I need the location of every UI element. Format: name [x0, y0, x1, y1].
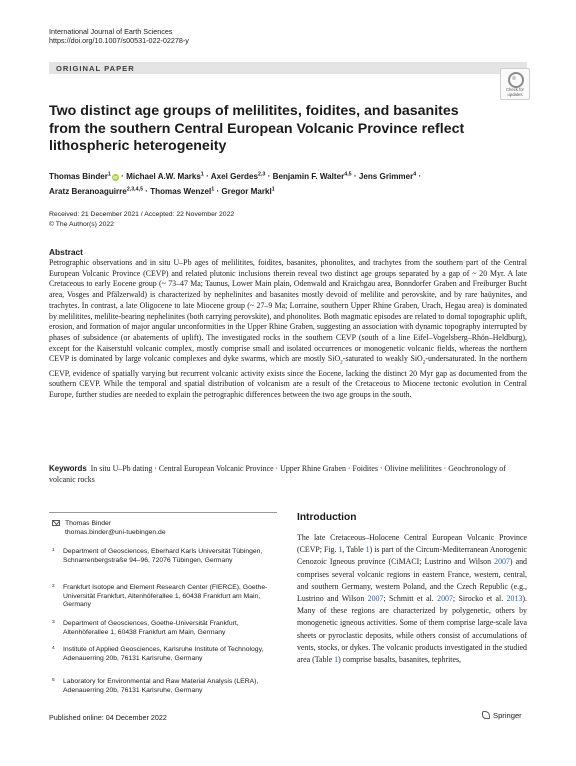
intro-text-part: ) and comprises several volcanic regions in eastern France, western, central, and southern Germany, western Poland, and the Czech Republic (e.g., Lustrino and Wilson	[297, 557, 527, 604]
affiliation-number: 5	[52, 678, 55, 683]
introduction-text	[297, 532, 527, 666]
intro-text-part: The late Cretaceous–Holocene Central European Volcanic Province (CEVP; Fig.	[297, 533, 527, 555]
author-affiliation-ref: 4	[413, 171, 417, 177]
envelope-icon	[52, 520, 60, 526]
affiliation-text: Department of Geosciences, Eberhard Karls Universität Tübingen, Schnarrenbergstraße 94–96, 72076 Tübingen, Germany	[63, 548, 263, 564]
affiliation-text: Frankfurt Isotope and Element Research Center (FIERCE), Goethe-Universität Frankfurt, Altenhöferallee 1, 60438 Frankfurt am Main, Germany	[63, 584, 268, 609]
affiliation-text: Department of Geosciences, Goethe-Universität Frankfurt, Altenhöferallee 1, 60438 Frankfurt am Main, Germany	[63, 620, 239, 636]
doi-link[interactable]: https://doi.org/10.1007/s00531-022-02278-y	[49, 36, 189, 45]
journal-name: International Journal of Earth Sciences	[49, 27, 173, 36]
affiliation	[52, 584, 280, 610]
journal-info	[49, 27, 189, 45]
author-name: Jens Grimmer	[358, 171, 414, 181]
keywords-section	[49, 463, 527, 485]
author-name: Aratz Beranoaguirre	[49, 186, 127, 196]
keywords-text: In situ U–Pb dating · Central European Volcanic Province · Upper Rhine Graben · Foidites · Olivine melilitites · Geochronology of volcanic rocks	[49, 464, 506, 484]
author-name: Thomas Wenzel	[150, 186, 212, 196]
table-link[interactable]: 1	[365, 545, 370, 555]
author-name: Benjamin F. Walter	[272, 171, 345, 181]
figure-link[interactable]: 1	[338, 545, 343, 555]
author[interactable]	[49, 172, 119, 181]
abstract-part: -saturated to weakly SiO	[342, 354, 423, 364]
article-title: Two distinct age groups of melilitites, foidites, and basanites from the southern Central European Volcanic Province reflect lithospheric heterogeneity	[49, 103, 465, 155]
affiliation-number: 1	[52, 548, 55, 553]
author-affiliation-ref: 4,5	[344, 171, 352, 177]
intro-text-part: ) is part of the Circum-Mediterranean Anorogenic Cenozoic Igneous province (CiMACI; Lustrino and Wilson	[297, 545, 527, 567]
author-name: Thomas Binder	[49, 171, 108, 181]
intro-text-part: ; Sirocko et al.	[452, 594, 507, 604]
author-name: Axel Gerdes	[210, 171, 259, 181]
intro-text-part: , Table	[342, 545, 366, 555]
footnote-divider	[49, 512, 277, 513]
intro-text-part: ) comprise basalts, basanites, tephrites,	[338, 655, 462, 665]
author-affiliation-ref: 2,3,4,5	[126, 186, 144, 193]
abstract-heading: Abstract	[49, 247, 83, 257]
contact-email[interactable]: thomas.binder@uni-tuebingen.de	[65, 528, 166, 536]
check-for-updates-button[interactable]	[500, 68, 530, 100]
subscript: 2	[340, 359, 343, 366]
author-name: Gregor Markl	[221, 186, 272, 196]
author-affiliation-ref: 1	[271, 186, 275, 193]
introduction-heading: Introduction	[297, 512, 357, 523]
author-affiliation-ref: 1	[211, 186, 215, 193]
author-list: Thomas Binder$^1$iD · Michael A.W. Marks$^1$ · Axel Gerdes$^{2,3}$ · Benjamin F. Walter$^{4,5}$ · Jens Grimmer$^4$ · Aratz Beranoaguirre$^{2,3,4,5}$ · Thomas Wenzel$^1$ · Gregor Markl$^1$	[49, 171, 422, 196]
author[interactable]	[150, 187, 214, 196]
orcid-icon[interactable]: iD	[113, 174, 118, 180]
citation-link[interactable]: 2007	[367, 594, 384, 604]
author-affiliation-ref: 1	[107, 171, 111, 177]
affiliation-number: 4	[52, 646, 55, 651]
author[interactable]	[126, 172, 204, 181]
table-link[interactable]: 1	[334, 655, 339, 665]
publisher-logo	[482, 711, 522, 720]
received-accepted-dates: Received: 21 December 2021 / Accepted: 22 November 2022	[49, 211, 235, 218]
author[interactable]	[49, 187, 143, 196]
author[interactable]	[359, 172, 416, 181]
abstract-text	[49, 258, 527, 401]
intro-text-part: ; Schmitt et al.	[383, 594, 438, 604]
copyright-notice: © The Author(s) 2022	[49, 220, 114, 228]
check-updates-line2: updates	[507, 91, 523, 97]
author-affiliation-ref: 2,3	[258, 171, 266, 177]
affiliation-number: 3	[52, 620, 55, 625]
article-type: ORIGINAL PAPER	[56, 64, 135, 73]
crossmark-icon	[508, 72, 524, 88]
abstract-part: -undersaturated. In the northern CEVP, evidence of spatially varying but recurrent volcanic activity exists since the Eocene, lacking the distinct 20 Myr gap as documented from the southern CEVP. While the temporal and spatial distribution of volcanism are a result of the Cretaceous to Miocene tectonic evolution in Central Europe, further studies are needed to explain the petrographic differences between the two age groups in the south.	[49, 354, 527, 400]
crossmark-icon-center	[512, 76, 516, 80]
author[interactable]	[211, 172, 266, 181]
citation-link[interactable]: 2013	[506, 594, 523, 604]
corresponding-author	[52, 520, 280, 537]
affiliation-text: Institute of Applied Geosciences, Karlsruhe Institute of Technology, Adenauerring 20b, 76131 Karlsruhe, Germany	[63, 646, 264, 662]
publisher-name: Springer	[493, 711, 522, 720]
check-updates-line1: Check for	[506, 87, 524, 92]
author-affiliation-ref: 1	[200, 171, 204, 177]
citation-link[interactable]: 2007	[437, 594, 453, 604]
affiliation-number: 2	[52, 584, 55, 589]
published-date: Published online: 04 December 2022	[49, 713, 167, 722]
citation-link[interactable]: 2007	[494, 557, 510, 567]
keywords-label: Keywords	[49, 464, 87, 473]
subscript: 2	[422, 359, 426, 366]
author-name: Michael A.W. Marks	[126, 171, 201, 181]
affiliation	[52, 646, 280, 663]
author[interactable]	[221, 187, 274, 196]
author[interactable]	[273, 172, 352, 181]
article-dates	[49, 210, 234, 229]
affiliation-text: Laboratory for Environmental and Raw Material Analysis (LERA), Adenauerring 20b, 76131 Karlsruhe, Germany	[63, 678, 259, 694]
intro-text-part: ). Many of these regions are characterized by polygenetic, others by monogenetic igneous activities. Some of them comprise large-scale lava sheets or pyroclastic deposits, while others consist of accumulations of vents, stocks, or dykes. The volcanic products investigated in the studied area (Table	[297, 594, 527, 665]
affiliation	[52, 620, 280, 637]
affiliation	[52, 678, 280, 695]
abstract-part: Petrographic observations and in situ U–Pb ages of melilitites, foidites, basanites, phonolites, and trachytes from the southern part of the Central European Volcanic Province (CEVP) and related plutonic inclusions therein reveal two distinct age groups separated by a gap of ~ 20 Myr. A late Cretaceous to early Eocene group (~ 73–47 Ma; Taunus, Lower Main plain, Odenwald and Kraichgau area, Bonndorfer Graben and Freiburger Bucht area, Vosges and Pfälzerwald) is characterized by nephelinites and basanites mostly devoid of melilite and perovskite, and by rare haüynites, and trachytes. In contrast, a late Oligocene to late Miocene group (~ 27–9 Ma; Lorraine, southern Upper Rhine Graben, Urach, Hegau area) is dominated by melilitites, melilite-bearing nephelinites (both carrying perovskite), and phonolites. Both magmatic episodes are related to domal topographic uplift, erosion, and formation of major angular unconformities in the Upper Rhine Graben, suggesting an association with dynamic topography interrupted by phases of subsidence (or abatements of uplift). The investigated rocks in the southern CEVP (south of a line Eifel–Vogelsberg–Rhön–Heldburg), except for the Kaiserstuhl volcanic complex, mostly comprise small and isolated occurrences or monogenetic volcanic fields, whereas the northern CEVP is dominated by large volcanic complexes and dyke swarms, which are mostly SiO	[49, 258, 527, 364]
check-updates-label	[501, 88, 529, 98]
contact-name: Thomas Binder	[65, 520, 112, 527]
springer-horse-icon	[482, 711, 490, 719]
affiliation	[52, 548, 280, 565]
